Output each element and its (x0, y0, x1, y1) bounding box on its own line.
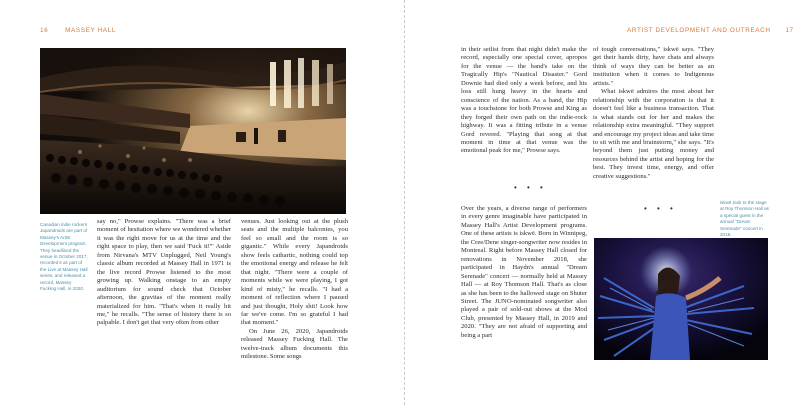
left-text-column-1 (97, 218, 231, 328)
left-running-title: MASSEY HALL (65, 27, 116, 34)
performer-illustration (594, 238, 768, 360)
left-text-column-2 (241, 218, 348, 362)
right-col1-bottom-paragraph: Over the years, a diverse range of performers in every genre imaginable have participated in Massey Hall's Artist Development programs. One of these artists is iskwē. Born in Winnipeg, the Cree/Dene singer-songwriter now resides in Montreal. Right before Massey Hall closed for renovations in November 2018, she participated in Haydn's annual "Dream Serenade" concert — normally held at Massey Hall — at Roy Thomson Hall. That's as close as she has been to the hallowed stage on Shuter Street. The JUNO-nominated songwriter also played a pair of sold-out shows at the Mod Club, presented by Massey Hall, in 2019 and 2020. "They are not afraid of supporting and being a part (461, 205, 587, 339)
page-spine (404, 0, 405, 405)
right-col2-paragraph-1: of tough conversations," iskwē says. "They get their hands dirty, have chats and always think of ways they can be better as an institution when it comes to Indigenous artists." (593, 46, 714, 87)
right-running-title: ARTIST DEVELOPMENT AND OUTREACH (627, 27, 771, 34)
right-text-column-1 (461, 46, 587, 156)
section-divider-1: • • • (514, 183, 547, 192)
concert-hall-illustration (40, 48, 346, 214)
right-col2-paragraph-2: What iskwē admires the most about her relationship with the corporation is that it doesn't feel like a business transaction. That is what stands out for her and makes the relationship extra meaningful. "They support and encourage my project ideas and take time to sit with me and brainstorm," she says. "It's beyond them just putting money and resources behind the artist and hoping for the best. They invest time, energy, and offer creative suggestions." (593, 88, 714, 180)
right-text-column-2 (593, 46, 714, 181)
left-col1-paragraph: say no," Prowse explains. "There was a brief moment of hesitation where we wondered whether it was the right move for us at the time and the right space to play, then we said 'Fuck it!'" Aside from Nirvana's MTV Unplugged, Neil Young's classic album recorded at Massey Hall in 1971 is the live record Prowse listened to the most growing up. Walking onstage to an empty auditorium for sound check that October afternoon, the gravitas of the moment really materialized for him. "That's when it really hit me," he recalls. "The sense of history there is so palpable. I don't get that very often from other (97, 218, 231, 327)
right-col1-top-paragraph: in their setlist from that night didn't make the record, especially one special cover, apropos for the venue — the band's take on the Tragically Hip's "Nautical Disaster." Gord Downie had died only a week before, and his loss still hung heavy in the hearts and conscience of the nation. As a band, the Hip was a touchstone for both Prowse and King as they forged their own path on the indie-rock highway. It was a fitting tribute in a venue Gord revered. "Playing that song at that moment in time at that venue was the emotional peak for me," Prowse says. (461, 46, 587, 155)
left-page-number: 16 (40, 27, 49, 34)
right-running-head (627, 27, 794, 34)
iskwe-performance-photo (594, 238, 768, 360)
left-running-head (40, 27, 116, 34)
left-col2-paragraph-2: On June 26, 2020, Japandroids released Massey Fucking Hall. The twelve-track album documents this milestone. Some songs (241, 327, 348, 361)
section-divider-2: • • • (644, 204, 677, 213)
concert-hall-photo (40, 48, 346, 214)
right-text-column-1-bottom (461, 205, 587, 340)
left-photo-caption: Canadian indie rockers Japandroids are part of Massey's Artist Development program. They headlined the venue in October 2017, recorded it as part of the Live at Massey Hall series, and released a record, Massey Fucking Hall, in 2020. (40, 222, 88, 292)
right-photo-caption: iskwē took to the stage at Roy Thomson Hall as a special guest in the annual "Dream Serenade" concert in 2018. (720, 200, 769, 238)
left-col2-paragraph-1: venues. Just looking out at the plush seats and the multiple balconies, you feel so small and the room is so gigantic." While every Japandroids show feels cathartic, nothing could top the emotional energy and release he felt that night. "There were a couple of moments while we were playing, I got kind of misty," he recalls. "I had a moment of reflection where I paused and just thought, Holy shit! Look how far we've come. I'm so grateful I had that moment." (241, 218, 348, 327)
right-page-number: 17 (785, 27, 794, 34)
